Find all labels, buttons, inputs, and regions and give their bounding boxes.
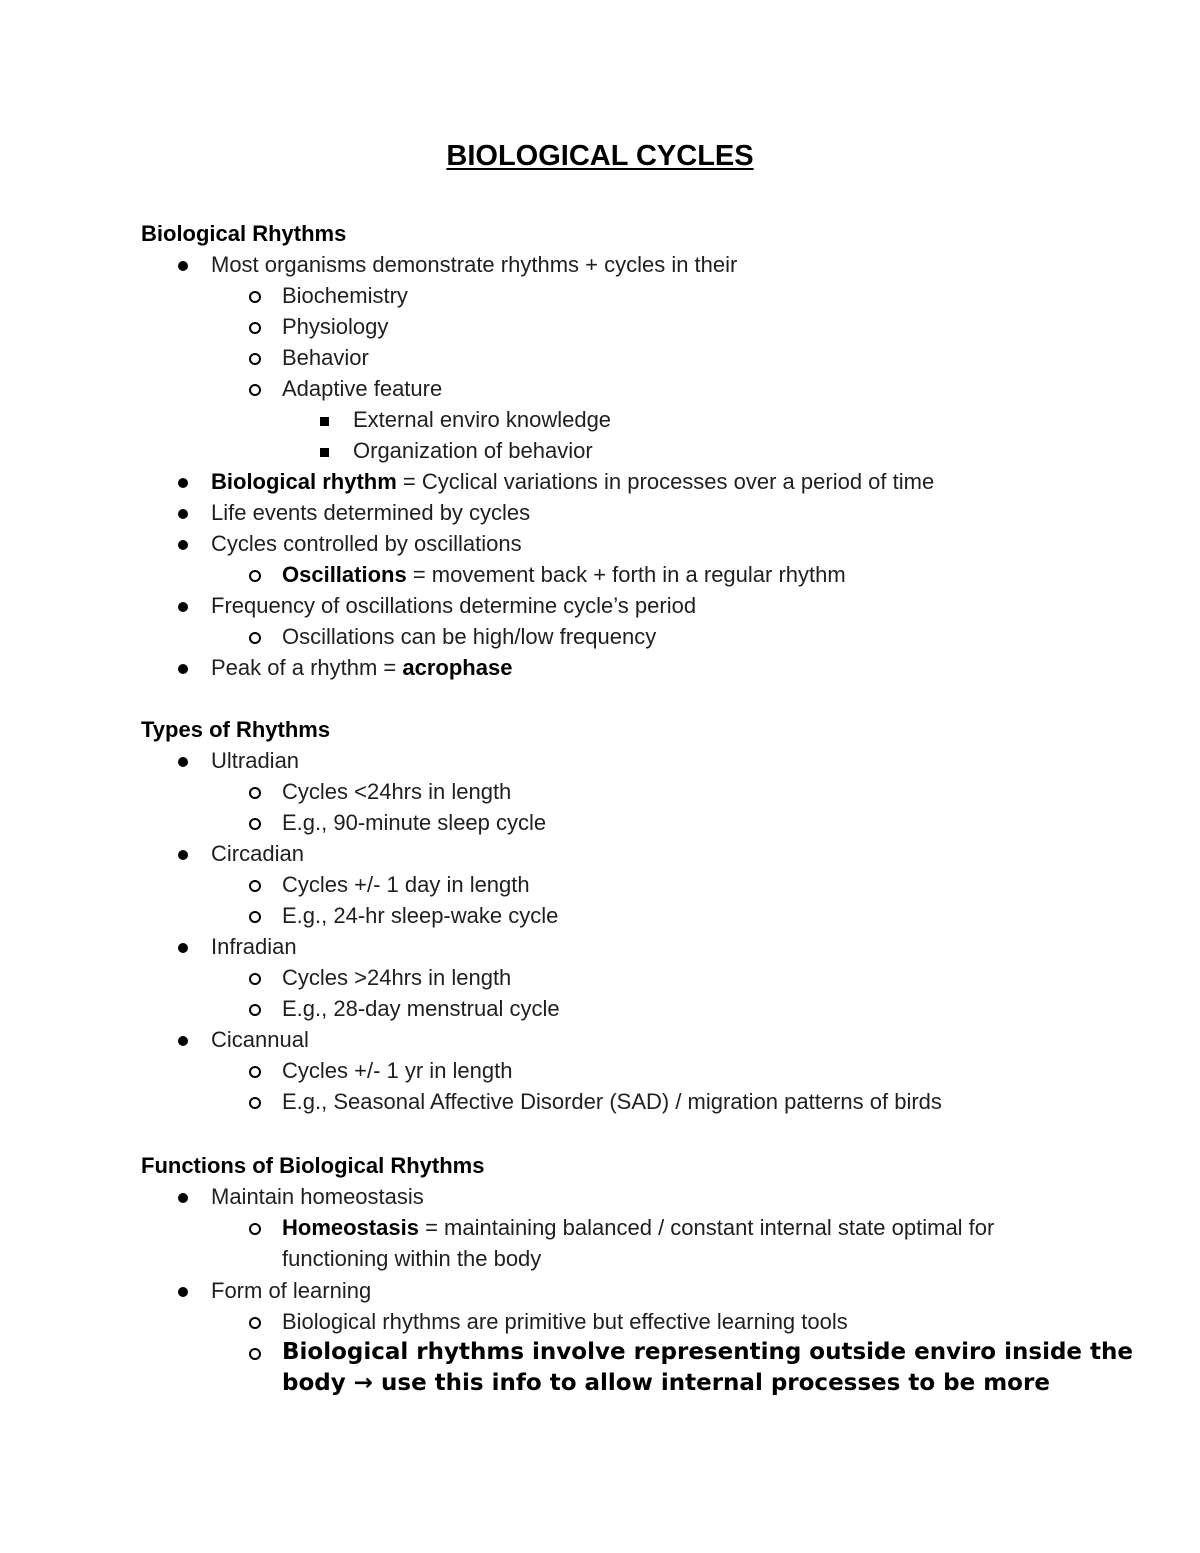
circle-bullet-icon — [249, 311, 261, 342]
list-item: Biological rhythms are primitive but effective learning tools — [282, 1309, 848, 1334]
term: Homeostasis — [282, 1215, 419, 1240]
bullet-icon — [178, 1275, 188, 1306]
bullet-icon — [178, 590, 188, 621]
list-item: Life events determined by cycles — [211, 500, 531, 525]
list-item: Behavior — [282, 345, 369, 370]
circle-bullet-icon — [249, 1055, 261, 1086]
bullet-icon — [178, 466, 188, 497]
list-item: Maintain homeostasis — [211, 1184, 424, 1209]
circle-bullet-icon — [249, 373, 261, 404]
circle-bullet-icon — [249, 1212, 261, 1243]
definition: = movement back + forth in a regular rhythm — [406, 562, 846, 587]
list-item: Ultradian — [211, 748, 300, 773]
bullet-icon — [178, 528, 188, 559]
term: Biological rhythm — [211, 469, 397, 494]
circle-bullet-icon — [249, 621, 261, 652]
item-text: Peak of a rhythm = — [211, 655, 403, 680]
definition: = Cyclical variations in processes over a period of time — [396, 469, 935, 494]
list-item: Oscillations can be high/low frequency — [282, 624, 657, 649]
list-item: Cycles +/- 1 yr in length — [282, 1058, 513, 1083]
list-item — [282, 559, 846, 590]
list-item: Form of learning — [211, 1278, 372, 1303]
list-item: Cycles >24hrs in length — [282, 965, 512, 990]
circle-bullet-icon — [249, 280, 261, 311]
circle-bullet-icon — [249, 1086, 261, 1117]
list-item: Cycles +/- 1 day in length — [282, 872, 530, 897]
bullet-icon — [178, 931, 188, 962]
list-item: Frequency of oscillations determine cycle’s period — [211, 593, 697, 618]
bullet-icon — [178, 838, 188, 869]
bullet-icon — [178, 652, 188, 683]
circle-bullet-icon — [249, 900, 261, 931]
circle-bullet-icon — [249, 1306, 261, 1337]
bullet-icon — [178, 1024, 188, 1055]
section-heading: Types of Rhythms — [141, 717, 331, 742]
list-item: Most organisms demonstrate rhythms + cycles in their — [211, 252, 738, 277]
list-item: Adaptive feature — [282, 376, 443, 401]
list-item: Biological rhythms involve representing outside enviro inside the — [282, 1339, 1133, 1365]
document-title: BIOLOGICAL CYCLES — [446, 140, 754, 172]
section-heading: Functions of Biological Rhythms — [141, 1153, 485, 1178]
circle-bullet-icon — [249, 342, 261, 373]
bullet-icon — [178, 249, 188, 280]
list-item: E.g., 24-hr sleep-wake cycle — [282, 903, 559, 928]
square-bullet-icon — [320, 435, 329, 466]
list-item — [282, 1212, 994, 1243]
list-item: Circadian — [211, 841, 304, 866]
list-item: E.g., Seasonal Affective Disorder (SAD) / migration patterns of birds — [282, 1089, 942, 1114]
list-item — [211, 652, 512, 683]
list-item: Cycles controlled by oscillations — [211, 531, 522, 556]
circle-bullet-icon — [249, 1337, 261, 1368]
list-item: Cycles <24hrs in length — [282, 779, 512, 804]
list-item: Biochemistry — [282, 283, 408, 308]
list-item-continuation: body → use this info to allow internal processes to be more — [282, 1370, 1050, 1396]
circle-bullet-icon — [249, 807, 261, 838]
list-item: Physiology — [282, 314, 389, 339]
circle-bullet-icon — [249, 776, 261, 807]
square-bullet-icon — [320, 404, 329, 435]
bullet-icon — [178, 745, 188, 776]
term: Oscillations — [282, 562, 407, 587]
circle-bullet-icon — [249, 559, 261, 590]
definition: = maintaining balanced / constant internal state optimal for — [418, 1215, 995, 1240]
list-item: E.g., 90-minute sleep cycle — [282, 810, 547, 835]
bullet-icon — [178, 1181, 188, 1212]
list-item — [211, 466, 934, 497]
section-heading: Biological Rhythms — [141, 221, 347, 246]
circle-bullet-icon — [249, 869, 261, 900]
term: acrophase — [402, 655, 513, 680]
list-item: Organization of behavior — [353, 438, 593, 463]
list-item: E.g., 28-day menstrual cycle — [282, 996, 560, 1021]
list-item: External enviro knowledge — [353, 407, 612, 432]
circle-bullet-icon — [249, 993, 261, 1024]
circle-bullet-icon — [249, 962, 261, 993]
list-item: Infradian — [211, 934, 297, 959]
list-item: Cicannual — [211, 1027, 309, 1052]
bullet-icon — [178, 497, 188, 528]
list-item-continuation: functioning within the body — [282, 1246, 542, 1271]
